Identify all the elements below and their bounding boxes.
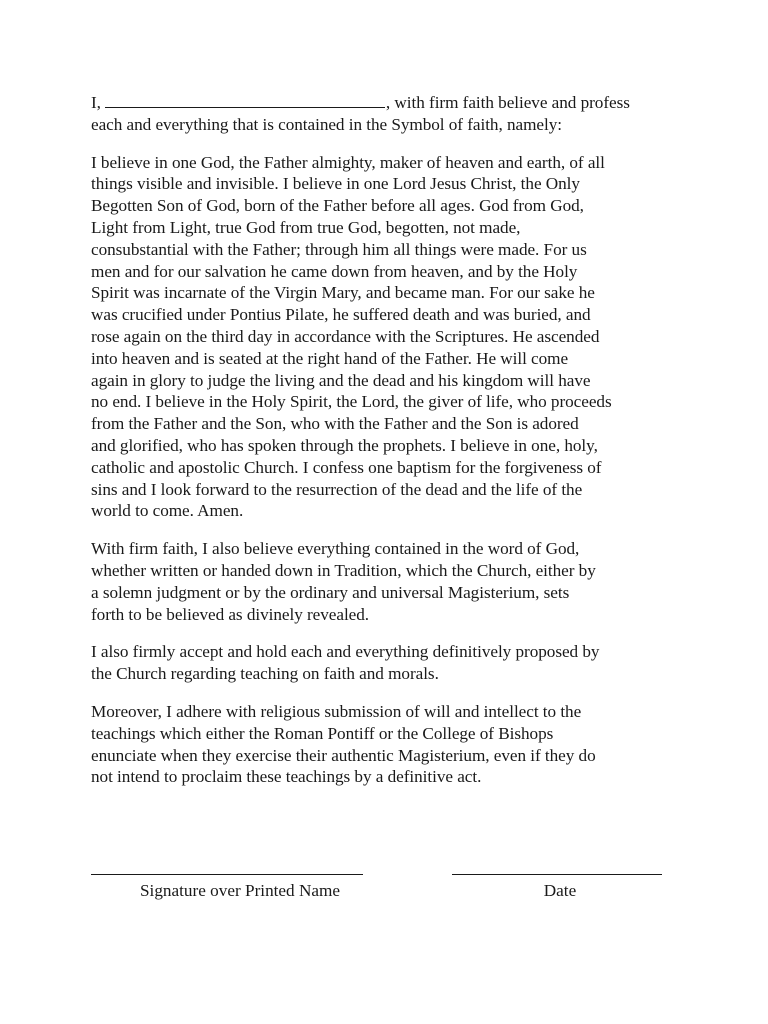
creed-line: men and for our salvation he came down from heaven, and by the Holy: [91, 261, 578, 281]
word-of-god-paragraph: [91, 538, 691, 625]
creed-line: again in glory to judge the living and the dead and his kingdom will have: [91, 370, 591, 390]
creed-line: catholic and apostolic Church. I confess one baptism for the forgiveness of: [91, 457, 602, 477]
creed-line: Spirit was incarnate of the Virgin Mary, and became man. For our sake he: [91, 283, 595, 303]
creed-line: Begotten Son of God, born of the Father before all ages. God from God,: [91, 196, 584, 216]
opening-prefix: I,: [91, 93, 101, 112]
word-line: a solemn judgment or by the ordinary and universal Magisterium, sets: [91, 582, 570, 602]
creed-line: no end. I believe in the Holy Spirit, the Lord, the giver of life, who proceeds: [91, 392, 612, 412]
date-label: Date: [543, 881, 577, 900]
creed-line: and glorified, who has spoken through the prophets. I believe in one, holy,: [91, 435, 598, 455]
creed-line: from the Father and the Son, who with the Father and the Son is adored: [91, 414, 579, 434]
opening-suffix: , with firm faith believe and profess: [385, 93, 630, 112]
creed-line: rose again on the third day in accordance with the Scriptures. He ascended: [91, 326, 600, 346]
opening-line-2: each and everything that is contained in the Symbol of faith, namely:: [91, 114, 562, 134]
date-blank-line[interactable]: [452, 874, 662, 875]
creed-line: consubstantial with the Father; through him all things were made. For us: [91, 239, 587, 259]
creed-line: things visible and invisible. I believe in one Lord Jesus Christ, the Only: [91, 174, 580, 194]
creed-line: world to come. Amen.: [91, 501, 244, 521]
definitive-teaching-paragraph: [91, 641, 691, 685]
opening-paragraph: [91, 92, 691, 136]
submission-line: teachings which either the Roman Pontiff or the College of Bishops: [91, 723, 554, 743]
creed-line: I believe in one God, the Father almighty, maker of heaven and earth, of all: [91, 152, 605, 172]
creed-line: was crucified under Pontius Pilate, he suffered death and was buried, and: [91, 305, 591, 325]
submission-line: Moreover, I adhere with religious submission of will and intellect to the: [91, 701, 582, 721]
submission-line: not intend to proclaim these teachings by a definitive act.: [91, 767, 482, 787]
signature-blank-line[interactable]: [91, 874, 363, 875]
creed-line: Light from Light, true God from true God, begotten, not made,: [91, 217, 521, 237]
definitive-line: the Church regarding teaching on faith and morals.: [91, 664, 439, 684]
religious-submission-paragraph: [91, 701, 691, 788]
word-line: whether written or handed down in Tradition, which the Church, either by: [91, 560, 596, 580]
creed-line: into heaven and is seated at the right hand of the Father. He will come: [91, 348, 569, 368]
submission-line: enunciate when they exercise their authentic Magisterium, even if they do: [91, 745, 596, 765]
word-line: forth to be believed as divinely revealed.: [91, 604, 370, 624]
creed-paragraph: [91, 152, 691, 523]
word-line: With firm faith, I also believe everything contained in the word of God,: [91, 539, 580, 559]
signature-label: Signature over Printed Name: [140, 881, 340, 900]
profession-of-faith-document: [91, 92, 691, 804]
creed-line: sins and I look forward to the resurrection of the dead and the life of the: [91, 479, 583, 499]
definitive-line: I also firmly accept and hold each and everything definitively proposed by: [91, 642, 600, 662]
name-blank-line[interactable]: [105, 93, 385, 108]
opening-line-1: [91, 92, 691, 114]
